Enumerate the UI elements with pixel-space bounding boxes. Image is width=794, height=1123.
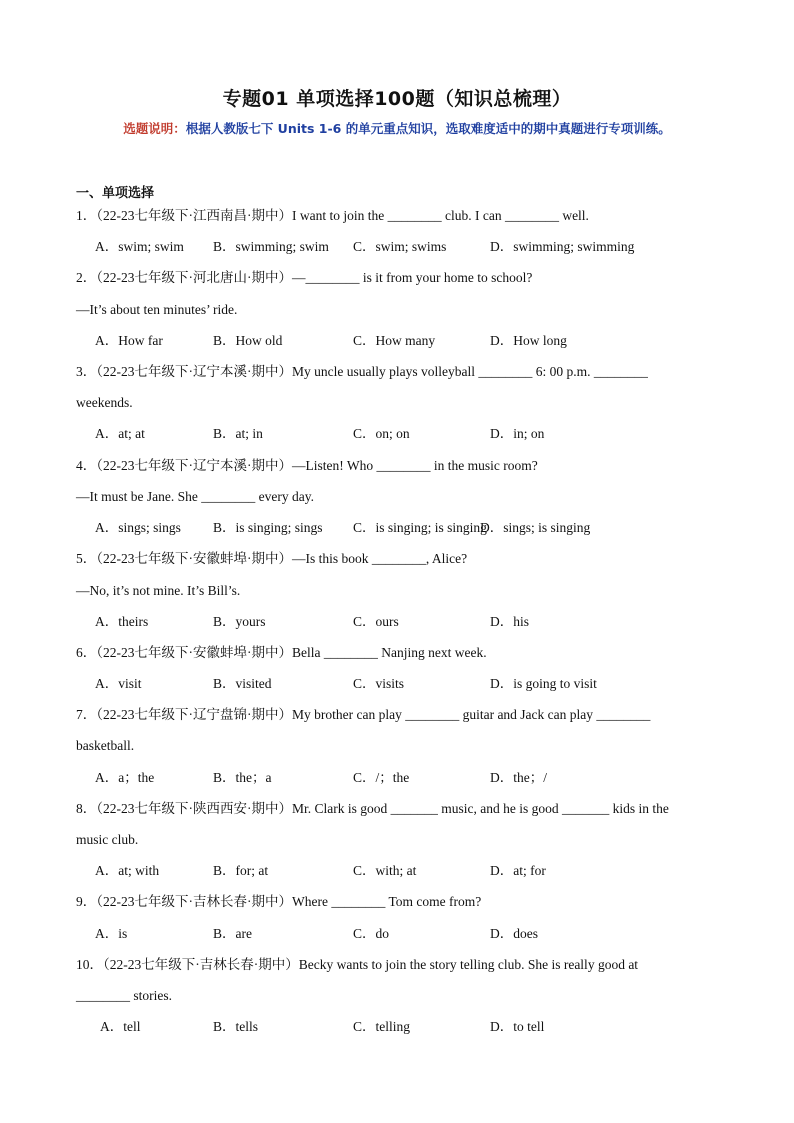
option-b: B．visited bbox=[213, 676, 272, 691]
option-a: A．visit bbox=[95, 676, 142, 691]
selection-note bbox=[0, 119, 794, 137]
question-continuation: —It’s about ten minutes’ ride. bbox=[76, 302, 238, 317]
question-stem: 7．（22-23七年级下·辽宁盘锦·期中）My brother can play ________ guitar and Jack can play ________ bbox=[76, 707, 651, 722]
question-options bbox=[95, 512, 715, 543]
option-d: D．is going to visit bbox=[490, 676, 597, 691]
option-c: C．How many bbox=[353, 333, 436, 348]
question-options bbox=[95, 325, 715, 356]
option-a: A．sings; sings bbox=[95, 520, 181, 535]
option-c: C．do bbox=[353, 926, 390, 941]
option-a: A．tell bbox=[100, 1019, 141, 1034]
option-a: A．at; with bbox=[95, 863, 160, 878]
question-options bbox=[95, 668, 715, 699]
option-b: B．swimming; swim bbox=[213, 239, 329, 254]
option-d: D．in; on bbox=[490, 426, 545, 441]
question-stem: 8．（22-23七年级下·陕西西安·期中）Mr. Clark is good _______ music, and he is good _______ kids in the bbox=[76, 801, 669, 816]
question-options bbox=[100, 1011, 720, 1042]
question-options bbox=[95, 762, 715, 793]
option-d: D．does bbox=[490, 926, 538, 941]
question-stem: 5．（22-23七年级下·安徽蚌埠·期中）—Is this book ________, Alice? bbox=[76, 551, 468, 566]
question-continuation: basketball. bbox=[76, 738, 135, 753]
selection-note-text: 根据人教版七下 Units 1-6 的单元重点知识，选取难度适中的期中真题进行专项训练。 bbox=[185, 121, 671, 136]
option-d: D．sings; is singing bbox=[480, 520, 591, 535]
question-stem: 10．（22-23七年级下·吉林长春·期中）Becky wants to join the story telling club. She is really good at bbox=[76, 957, 639, 972]
option-d: D．the；/ bbox=[490, 770, 547, 785]
option-b: B．the；a bbox=[213, 770, 272, 785]
option-c: C．on; on bbox=[353, 426, 410, 441]
option-b: B．for; at bbox=[213, 863, 269, 878]
option-b: B．is singing; sings bbox=[213, 520, 323, 535]
option-a: A．a；the bbox=[95, 770, 155, 785]
question-stem: 4．（22-23七年级下·辽宁本溪·期中）—Listen! Who ________ in the music room? bbox=[76, 458, 538, 473]
question-continuation: weekends. bbox=[76, 395, 133, 410]
option-c: C．/；the bbox=[353, 770, 410, 785]
question-options bbox=[95, 918, 715, 949]
question-stem: 1．（22-23七年级下·江西南昌·期中）I want to join the ________ club. I can ________ well. bbox=[76, 208, 589, 223]
question-options bbox=[95, 606, 715, 637]
option-d: D．at; for bbox=[490, 863, 546, 878]
question-continuation: —No, it’s not mine. It’s Bill’s. bbox=[76, 583, 241, 598]
section-heading: 一、单项选择 bbox=[76, 186, 155, 201]
option-a: A．How far bbox=[95, 333, 163, 348]
option-d: D．How long bbox=[490, 333, 567, 348]
option-c: C．visits bbox=[353, 676, 405, 691]
option-c: C．ours bbox=[353, 614, 399, 629]
option-a: A．at; at bbox=[95, 426, 145, 441]
option-c: C．with; at bbox=[353, 863, 417, 878]
option-b: B．at; in bbox=[213, 426, 263, 441]
question-stem: 9．（22-23七年级下·吉林长春·期中）Where ________ Tom come from? bbox=[76, 894, 482, 909]
question-stem: 2．（22-23七年级下·河北唐山·期中）—________ is it from your home to school? bbox=[76, 270, 533, 285]
option-a: A．theirs bbox=[95, 614, 149, 629]
option-b: B．tells bbox=[213, 1019, 259, 1034]
option-b: B．are bbox=[213, 926, 252, 941]
question-stem: 6．（22-23七年级下·安徽蚌埠·期中）Bella ________ Nanjing next week. bbox=[76, 645, 487, 660]
question-continuation: ________ stories. bbox=[76, 988, 172, 1003]
option-d: D．his bbox=[490, 614, 530, 629]
option-d: D．swimming; swimming bbox=[490, 239, 635, 254]
page-title: 专题01 单项选择100题（知识总梳理） bbox=[222, 88, 572, 110]
option-a: A．swim; swim bbox=[95, 239, 184, 254]
question-stem: 3．（22-23七年级下·辽宁本溪·期中）My uncle usually plays volleyball ________ 6: 00 p.m. ________ bbox=[76, 364, 648, 379]
option-b: B．How old bbox=[213, 333, 283, 348]
question-continuation: music club. bbox=[76, 832, 139, 847]
option-c: C．telling bbox=[353, 1019, 410, 1034]
option-d: D．to tell bbox=[490, 1019, 545, 1034]
option-c: C．swim; swims bbox=[353, 239, 447, 254]
option-a: A．is bbox=[95, 926, 128, 941]
option-b: B．yours bbox=[213, 614, 266, 629]
question-options bbox=[95, 855, 715, 886]
question-options bbox=[95, 418, 715, 449]
question-continuation: —It must be Jane. She ________ every day. bbox=[76, 489, 314, 504]
option-c: C．is singing; is singing bbox=[353, 520, 487, 535]
selection-note-label: 选题说明： bbox=[123, 121, 186, 136]
question-options bbox=[95, 231, 715, 262]
